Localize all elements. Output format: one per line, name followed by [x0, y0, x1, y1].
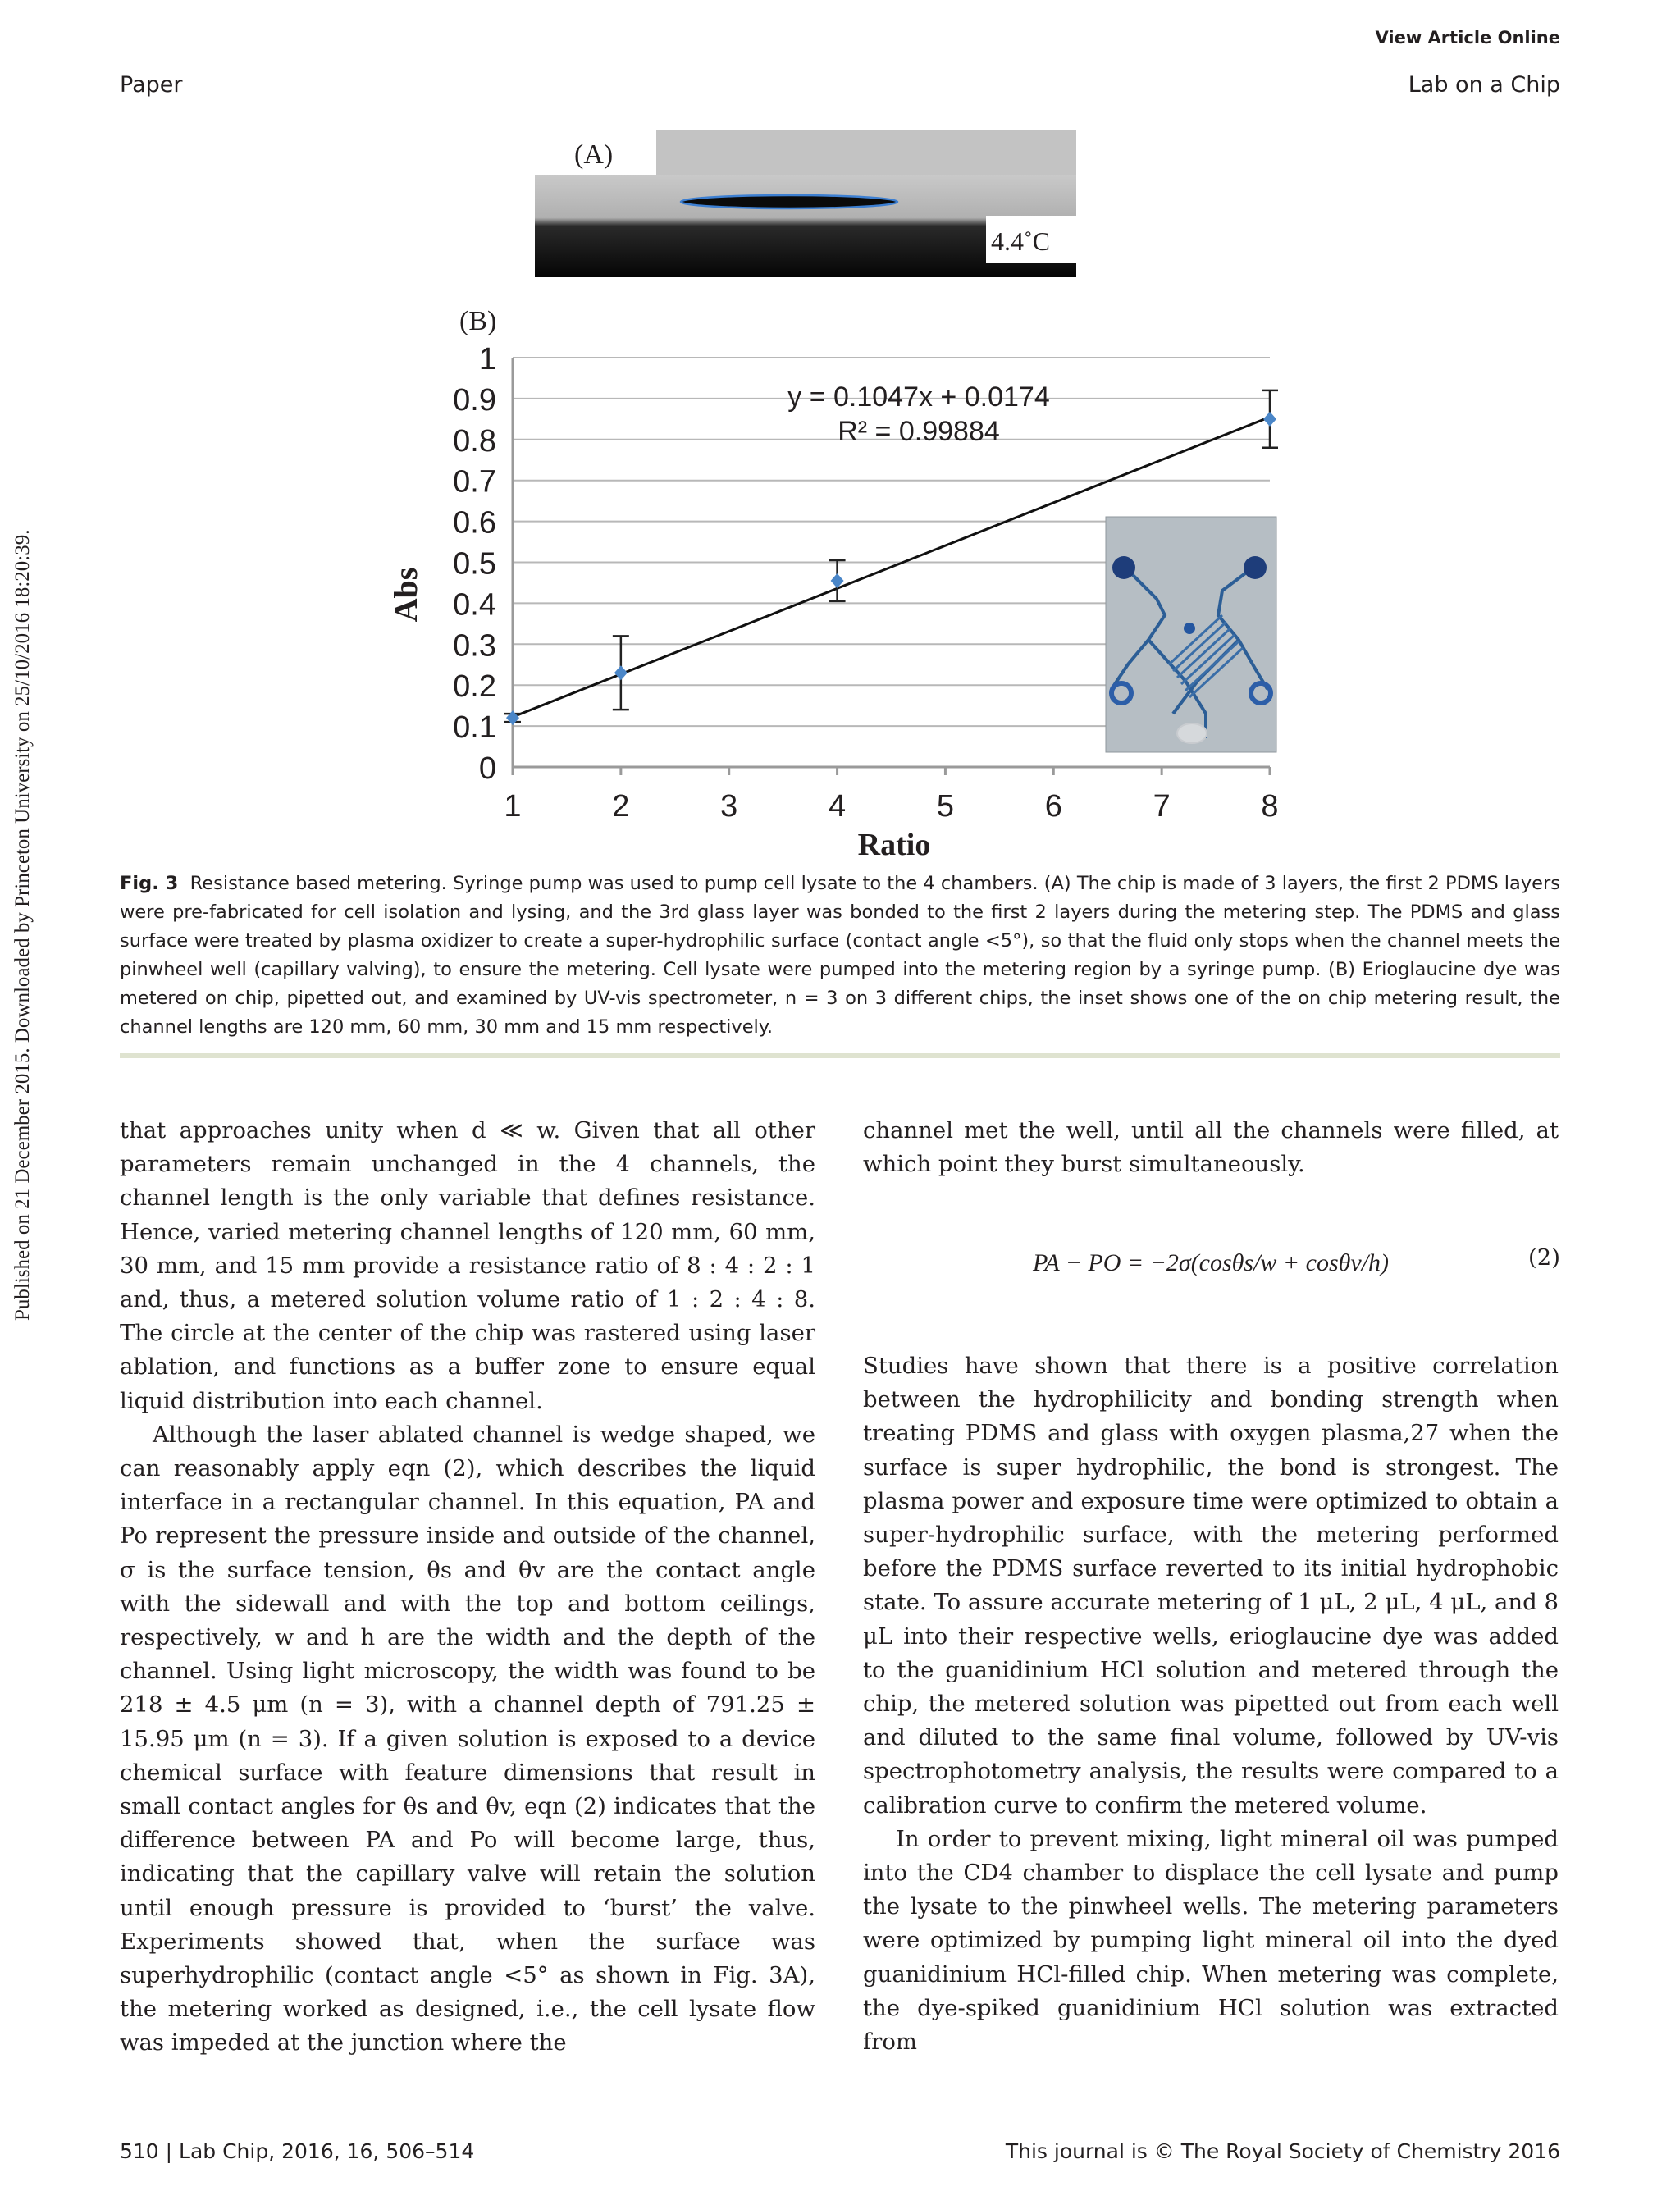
figure-caption	[120, 870, 1560, 1042]
x-tick-label: 6	[1044, 789, 1062, 824]
x-tick-label: 4	[829, 789, 847, 824]
view-article-online-link[interactable]: View Article Online	[1375, 28, 1560, 48]
x-tick-label: 3	[720, 789, 738, 824]
caption-text: Resistance based metering. Syringe pump was used to pump cell lysate to the 4 chambers. (A) The chip is made of 3 layers, the first 2 PDMS layers were pre-fabricated for cell isolation and lysing, and the 3rd glass layer was bonded to the first 2 layers during the metering step. The PDMS and glass surface were treated by plasma oxidizer to create a super-hydrophilic surface (contact angle <5°), so that the fluid only stops when the channel meets the pinwheel well (capillary valving), to ensure the metering. Cell lysate were pumped into the metering region by a syringe pump. (B) Erioglaucine dye was metered on chip, pipetted out, and examined by UV-vis spectrometer, n = 3 on 3 different chips, the inset shows one of the on chip metering result, the channel lengths are 120 mm, 60 mm, 30 mm and 15 mm respectively.	[120, 873, 1560, 1038]
x-tick-label: 5	[936, 789, 954, 824]
y-tick-label: 0.2	[453, 669, 496, 705]
data-point	[1263, 412, 1276, 427]
caption-label: Fig. 3	[120, 873, 179, 894]
header-section-label: Paper	[120, 72, 183, 98]
y-tick-label: 0.4	[453, 587, 496, 623]
y-tick-label: 1	[478, 345, 496, 377]
chip-inset-photo	[1106, 517, 1276, 752]
x-axis-label: Ratio	[857, 828, 931, 862]
r-squared-label: R² = 0.99884	[838, 416, 1000, 447]
body-right-paragraph-3: In order to prevent mixing, light mineral oil was pumped into the CD4 chamber to displace the cell lysate and pump the lysate to the pinwheel wells. The metering parameters were optimized by pumping light mineral oil into the dyed guanidinium HCl-filled chip. When metering was complete, the dye-spiked guanidinium HCl solution was extracted from	[863, 1825, 1559, 2056]
equation-number: (2)	[1528, 1244, 1560, 1271]
x-tick-label: 7	[1153, 789, 1171, 824]
equation-2	[863, 1222, 1559, 1304]
caption-divider	[120, 1053, 1560, 1058]
body-left-paragraph-1: that approaches unity when d ≪ w. Given that all other parameters remain unchanged in the 4 channels, the channel length is the only variable that defines resistance. Hence, varied metering channel lengths of 120 mm, 60 mm, 30 mm, and 15 mm provide a resistance ratio of 8 : 4 : 2 : 1 and, thus, a metered solution volume ratio of 1 : 2 : 4 : 8. The circle at the center of the chip was rastered using laser ablation, and functions as a buffer zone to ensure equal liquid distribution into each channel.	[120, 1117, 815, 1414]
x-tick-label: 1	[504, 789, 522, 824]
x-tick-label: 8	[1261, 789, 1279, 824]
y-tick-label: 0.6	[453, 505, 496, 541]
x-tick-label: 2	[612, 789, 630, 824]
footer-copyright: This journal is © The Royal Society of Chemistry 2016	[1005, 2139, 1560, 2163]
y-tick-label: 0.8	[453, 423, 496, 459]
y-axis-label: Abs	[387, 567, 424, 623]
body-right-column-top	[863, 1114, 1559, 1181]
publication-sidebar-note: Published on 21 December 2015. Downloaded by Princeton University on 25/10/2016 18:20:39.	[11, 529, 34, 1321]
y-tick-label: 0.7	[453, 464, 496, 500]
figure-a-label: (A)	[574, 139, 614, 170]
y-tick-label: 0.1	[453, 710, 496, 746]
footer-citation: 510 | Lab Chip, 2016, 16, 506–514	[120, 2139, 475, 2163]
equation-text: PA − PO = −2σ(cosθs/w + cosθv/h)	[1032, 1249, 1390, 1276]
figure-b-label: (B)	[459, 306, 497, 336]
body-right-paragraph-2: Studies have shown that there is a positive correlation between the hydrophilicity and bonding strength when treating PDMS and glass with oxygen plasma,27 when the surface is super hydrophilic, the bond is strongest. The plasma power and exposure time were optimized to obtain a super-hydrophilic surface, with the metering performed before the PDMS surface reverted to its initial hydrophobic state. To assure accurate metering of 1 μL, 2 μL, 4 μL, and 8 μL into their respective wells, erioglaucine dye was added to the guanidinium HCl solution and metered through the chip, the metered solution was pipetted out from each well and diluted to the same final volume, followed by UV-vis spectrophotometry analysis, the results were compared to a calibration curve to confirm the metered volume.	[863, 1353, 1559, 1819]
y-tick-label: 0.9	[453, 382, 496, 418]
temperature-label: 4.4˚C	[991, 226, 1050, 256]
trendline-equation: y = 0.1047x + 0.0174	[788, 381, 1050, 413]
y-tick-label: 0	[478, 751, 496, 786]
header-journal-name: Lab on a Chip	[1408, 72, 1560, 98]
body-left-column	[120, 1114, 815, 2061]
body-right-column-bottom	[863, 1349, 1559, 2059]
body-right-paragraph-1: channel met the well, until all the channels were filled, at which point they burst simultaneously.	[863, 1117, 1559, 1178]
data-point	[506, 710, 519, 725]
calibration-chart	[386, 345, 1321, 870]
y-tick-label: 0.3	[453, 628, 496, 664]
body-left-paragraph-2: Although the laser ablated channel is wedge shaped, we can reasonably apply eqn (2), which describes the liquid interface in a rectangular channel. In this equation, PA and Po represent the pressure inside and outside of the channel, σ is the surface tension, θs and θv are the contact angle with the sidewall and with the top and bottom ceilings, respectively, w and h are the width and the depth of the channel. Using light microscopy, the width was found to be 218 ± 4.5 μm (n = 3), with a channel depth of 791.25 ± 15.95 μm (n = 3). If a given solution is exposed to a device chemical surface with feature dimensions that result in small contact angles for θs and θv, eqn (2) indicates that the difference between PA and Po will become large, thus, indicating that the capillary valve will retain the solution until enough pressure is provided to ‘burst’ the valve. Experiments showed that, when the surface was superhydrophilic (contact angle <5° as shown in Fig. 3A), the metering worked as designed, i.e., the cell lysate flow was impeded at the junction where the	[120, 1421, 815, 2056]
y-tick-label: 0.5	[453, 546, 496, 582]
data-point	[614, 665, 628, 680]
